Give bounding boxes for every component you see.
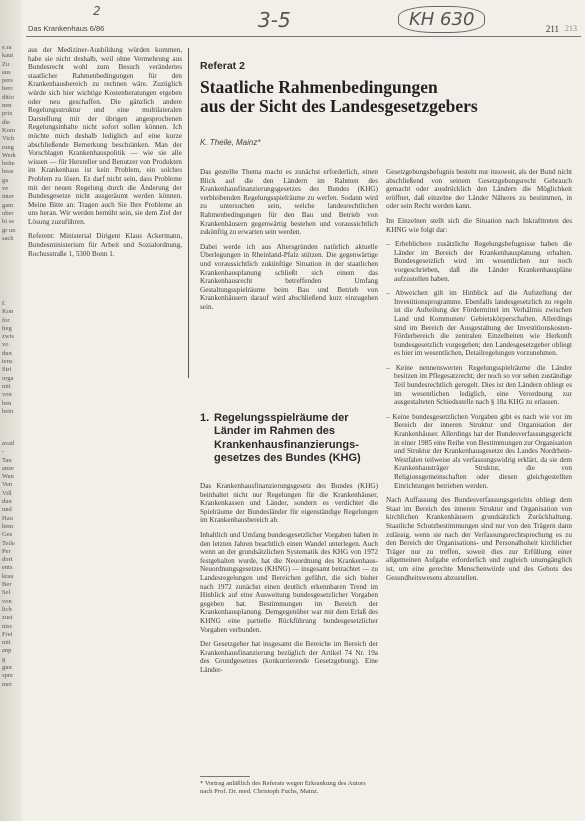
page-number-faint: 213	[565, 24, 577, 33]
paragraph: Der Gesetzgeber hat insgesamt die Bereiche im Bereich der Krankenhausfinanzierung bezüglich der Artikel 74 Nr. 19a des Grundgesetzes (konkurrierende Gesetzgebung). Eine Länder-	[200, 640, 378, 674]
author: K. Theile, Mainz*	[200, 138, 261, 147]
gutter-text-fragment: f. Kon for tieg zwis vo dun tens Stri orga mit von ben bein	[2, 300, 14, 415]
handwritten-range: 3-5	[258, 8, 291, 32]
paragraph: Referent: Ministerial Dirigent Klaus Ackermann, Bundesministerium für Arbeit und Sozialordnung, Rochusstraße 1, 5300 Bonn 1.	[28, 232, 182, 258]
paragraph: Im Einzelnen stellt sich die Situation nach Inkrafttreten des KHNG wie folgt dar:	[386, 216, 572, 234]
section-title-line: Regelungsspielräume der	[214, 412, 349, 424]
page-number: 211	[545, 24, 559, 34]
article-title	[200, 78, 570, 116]
header-rule	[26, 36, 581, 37]
middle-column-top	[200, 168, 378, 318]
referat-label: Referat 2	[200, 60, 245, 72]
title-line: aus der Sicht des Landesgesetzgebers	[200, 96, 478, 116]
section-title-line: Länder im Rahmen des	[214, 425, 336, 438]
paragraph: Das gestellte Thema macht es zunächst erforderlich, einen Blick auf die den Ländern im Rahmen des Krankenhausfinanzierungsgesetzes des Bundes (KHG) verbleibenden Regelungsspielräume zu werfen. Sodann wird zu untersuchen sein, welche landesrechtlichen Rahmenbedingungen für den Bau und Betrieb von Krankenhäusern gegenwärtig bestehen und voraussichtlich zukünftig zu erwarten sein werden.	[200, 168, 378, 237]
paragraph: Inhaltlich und Umfang bundesgesetzlicher Vorgaben haben in den letzten Jahren beachtlich einen Wandel unterlegen. Auch wenn an der grundsätzlichen Systematik des KHG von 1972 festgehalten wurde, hat die Neuordnung des Krankenhaus-Neuordnungsgesetzes (KHNG) — insgesamt betrachtet — zu Landesregelungen und Bereichen geführt, die sich bisher nach 1972 zunächst einen deutlich erkennbaren Trend im Hinblick auf eine Ausweitung bundesgesetzlicher Vorgaben gegeben hat. Bestimmungen im Bereich der Krankenhausplanung. Demgegenüber war mit dem Erlaß des KHNG eine partielle Rückführung bundesgesetzlicher Vorgaben verbunden.	[200, 530, 378, 634]
section-heading	[200, 412, 370, 466]
list-item: – Abweichen gilt im Hinblick auf die Aufstellung der Investitionsprogramme. Ebenfalls landesgesetzlich zu regeln ist die Aufteilung der Fördermittel im Verhältnis zwischen Land und Kommunen/ Gebietskörperschaften. Allerdings sind im Bereich der Ausgestaltung der Investitionskosten-Förderbereich die zentralen Einzelheiten wie Herkunft bundesgesetzlich vorgegeben; den Landesgesetzgeber obliegt es hier im wesentlichen, Detailregelungen vorzunehmen.	[386, 289, 572, 358]
gutter-text-fragment: avail - Tau anze Wan Ven Vill dun und Hau hem Ges Teile Per dort ents krau Ber Sel von lich zust nisc Frei mit anp g gun spre mer	[2, 440, 15, 688]
footnote: * Vortrag anläßlich des Referats wegen Erkrankung des Autors nach Prof. Dr. med. Christoph Fuchs, Mainz.	[200, 780, 366, 795]
title-line: Staatliche Rahmenbedingungen	[200, 77, 438, 97]
list-item: – Keine nennenswerten Regelungsspielräume die Länder besitzen im Pflegesatzrecht; der noch so vor sehen zuständige Teil bundesrechtlich geregelt. Dies ist den Ländern obliegt es im wesentlichen lediglich, eine Verordnung zur ausgestalteten Schiedsstelle nach § 18a KHG zu erlassen.	[386, 363, 572, 407]
list-item: – Erheblichere zusätzliche Regelungsbefugnisse haben die Länder im Bereich der Krankenhausplanung erhalten. Bundesgesetzlich wird im wesentlichen nur noch vorgeschrieben, daß die Länder Krankenhauspläne aufzustellen haben.	[386, 240, 572, 283]
paragraph: Gesetzgebungsbefugnis besteht nur insoweit, als der Bund nicht abschließend von seinem Gesetzgebungsrecht Gebrauch gemacht oder ausdrücklich den Ländern die Möglichkeit eröffnet, daß einzelne der Länder Näheres zu bestimmen, in oder sein Recht werden kann.	[386, 168, 572, 211]
left-column	[28, 46, 182, 264]
gutter-text-fragment: e.ra kaut Zu aus pers berc ditio nen prix die Kom Vich rung Werk beite bese ga ve inter gam uber bi se gr un sach	[2, 44, 16, 242]
paragraph: Dabei werde ich aus Altersgründen natürlich aktuelle Überlegungen in Rheinland-Pfalz stützen. Die gegenwärtige und voraussichtlich zukünftige Situation in der staatlichen Krankenhausplanung schließt sich einem das Krankenhausrecht betreffenden Umfang Gestaltungsspielräume beim Bau und Betrieb von Krankenhäusern darauf wird abschließend kurz einzugehen sein.	[200, 242, 378, 311]
list-item: – Keine bundesgesetzlichen Vorgaben gibt es nach wie vor im Bereich der inneren Struktur und Organisation der Krankenhäuser. Allerdings hat der Bundesverfassungsgericht in einer 1985 eine Reihe von Bestimmungen zur Organisation und Struktur der Krankenhausgesetze des Landes Nordrhein-Westfalen teilweise als verfassungswidrig erklärt, da sie dem Krankenhausträger Struktur, die von Religionsgemeinschaften oder diesen gleichgestellten Einrichtungen betrieben werden.	[386, 412, 572, 490]
section-number: 1.	[200, 412, 210, 424]
handwritten-mark: 2	[93, 4, 101, 18]
right-column	[386, 168, 572, 588]
paragraph: Nach Auffassung des Bundesverfassungsgerichts obliegt dem Staat im Bereich des inneren Struktur und Organisation von kirchlichen Krankenhäusern grundsätzlich Zurückhaltung. Staatliche Schutzbestimmungen sind nur von den Trägern dann zulässig, wenn sie nach der Verfassungsrechtsprechung es zu den Bereich der Organisations- und Personalhoheit kirchlicher Träger nur zu treffen, soweit dies zur Erfüllung einer allgemeinen Aufgabe erforderlich und zugleich unumgänglich ist, um eine gerechte Menschenwürde und des Gebots des Gesundheitswesens abzustellen.	[386, 496, 572, 582]
section-title-line: Krankenhausfinanzierungs-	[214, 438, 359, 451]
paragraph: Das Krankenhausfinanzierungsgesetz des Bundes (KHG) beinhaltet nicht nur Regelungen für die Krankenhäuser, Krankenkassen und Länder, sondern es verdichtet die Spielräume der Bundesländer für eigenständige Regelungen im Krankenhausbereich ab.	[200, 482, 378, 525]
middle-column-bottom	[200, 482, 378, 680]
section-title-line: gesetzes des Bundes (KHG)	[214, 452, 361, 465]
column-divider	[188, 48, 189, 378]
paragraph: aus der Mediziner-Ausbildung würden kommen, habe sie nicht deshalb, weil ohne Vermehrung aus Bundesrecht wohl zum Besuch verändertes staatlicher Rahmenbedingungen für den Krankenhausbereich zu rechnen wäre. Zuzüglich würde sich hier wichtige Kostenberatungen ergeben oder neu geschaffen. Die gänzlich andere Regelungsstruktur und eine multilateralen Darstellung mit der übrigen angesprochenen Regelungsinhalte nicht sofort sollen können. Ich möchte mich deshalb lediglich auf eine kurze abschließende Bemerkung beschränken. Man der Vorschlagen Krankenhauspolitik — wie sie alle wissen — für Hersteller und Benutzer von Produkten im Krankenhaus ist kein Problem, ein solches Problem zu lösen. Es darf nicht sein, dass Probleme mit der neuen Regelung durch die Änderung der Bundesgesetze nicht ausgeräumt werden können. Meine Bitte an: Tragen auch Sie Ihre Probleme an uns heran. Wir werden bemüht sein, sie dem Ziel der Lösung zuzuführen.	[28, 46, 182, 226]
running-head: Das Krankenhaus 6/86	[28, 24, 105, 33]
footnote-rule	[200, 776, 250, 777]
handwritten-code: KH 630	[398, 6, 485, 33]
